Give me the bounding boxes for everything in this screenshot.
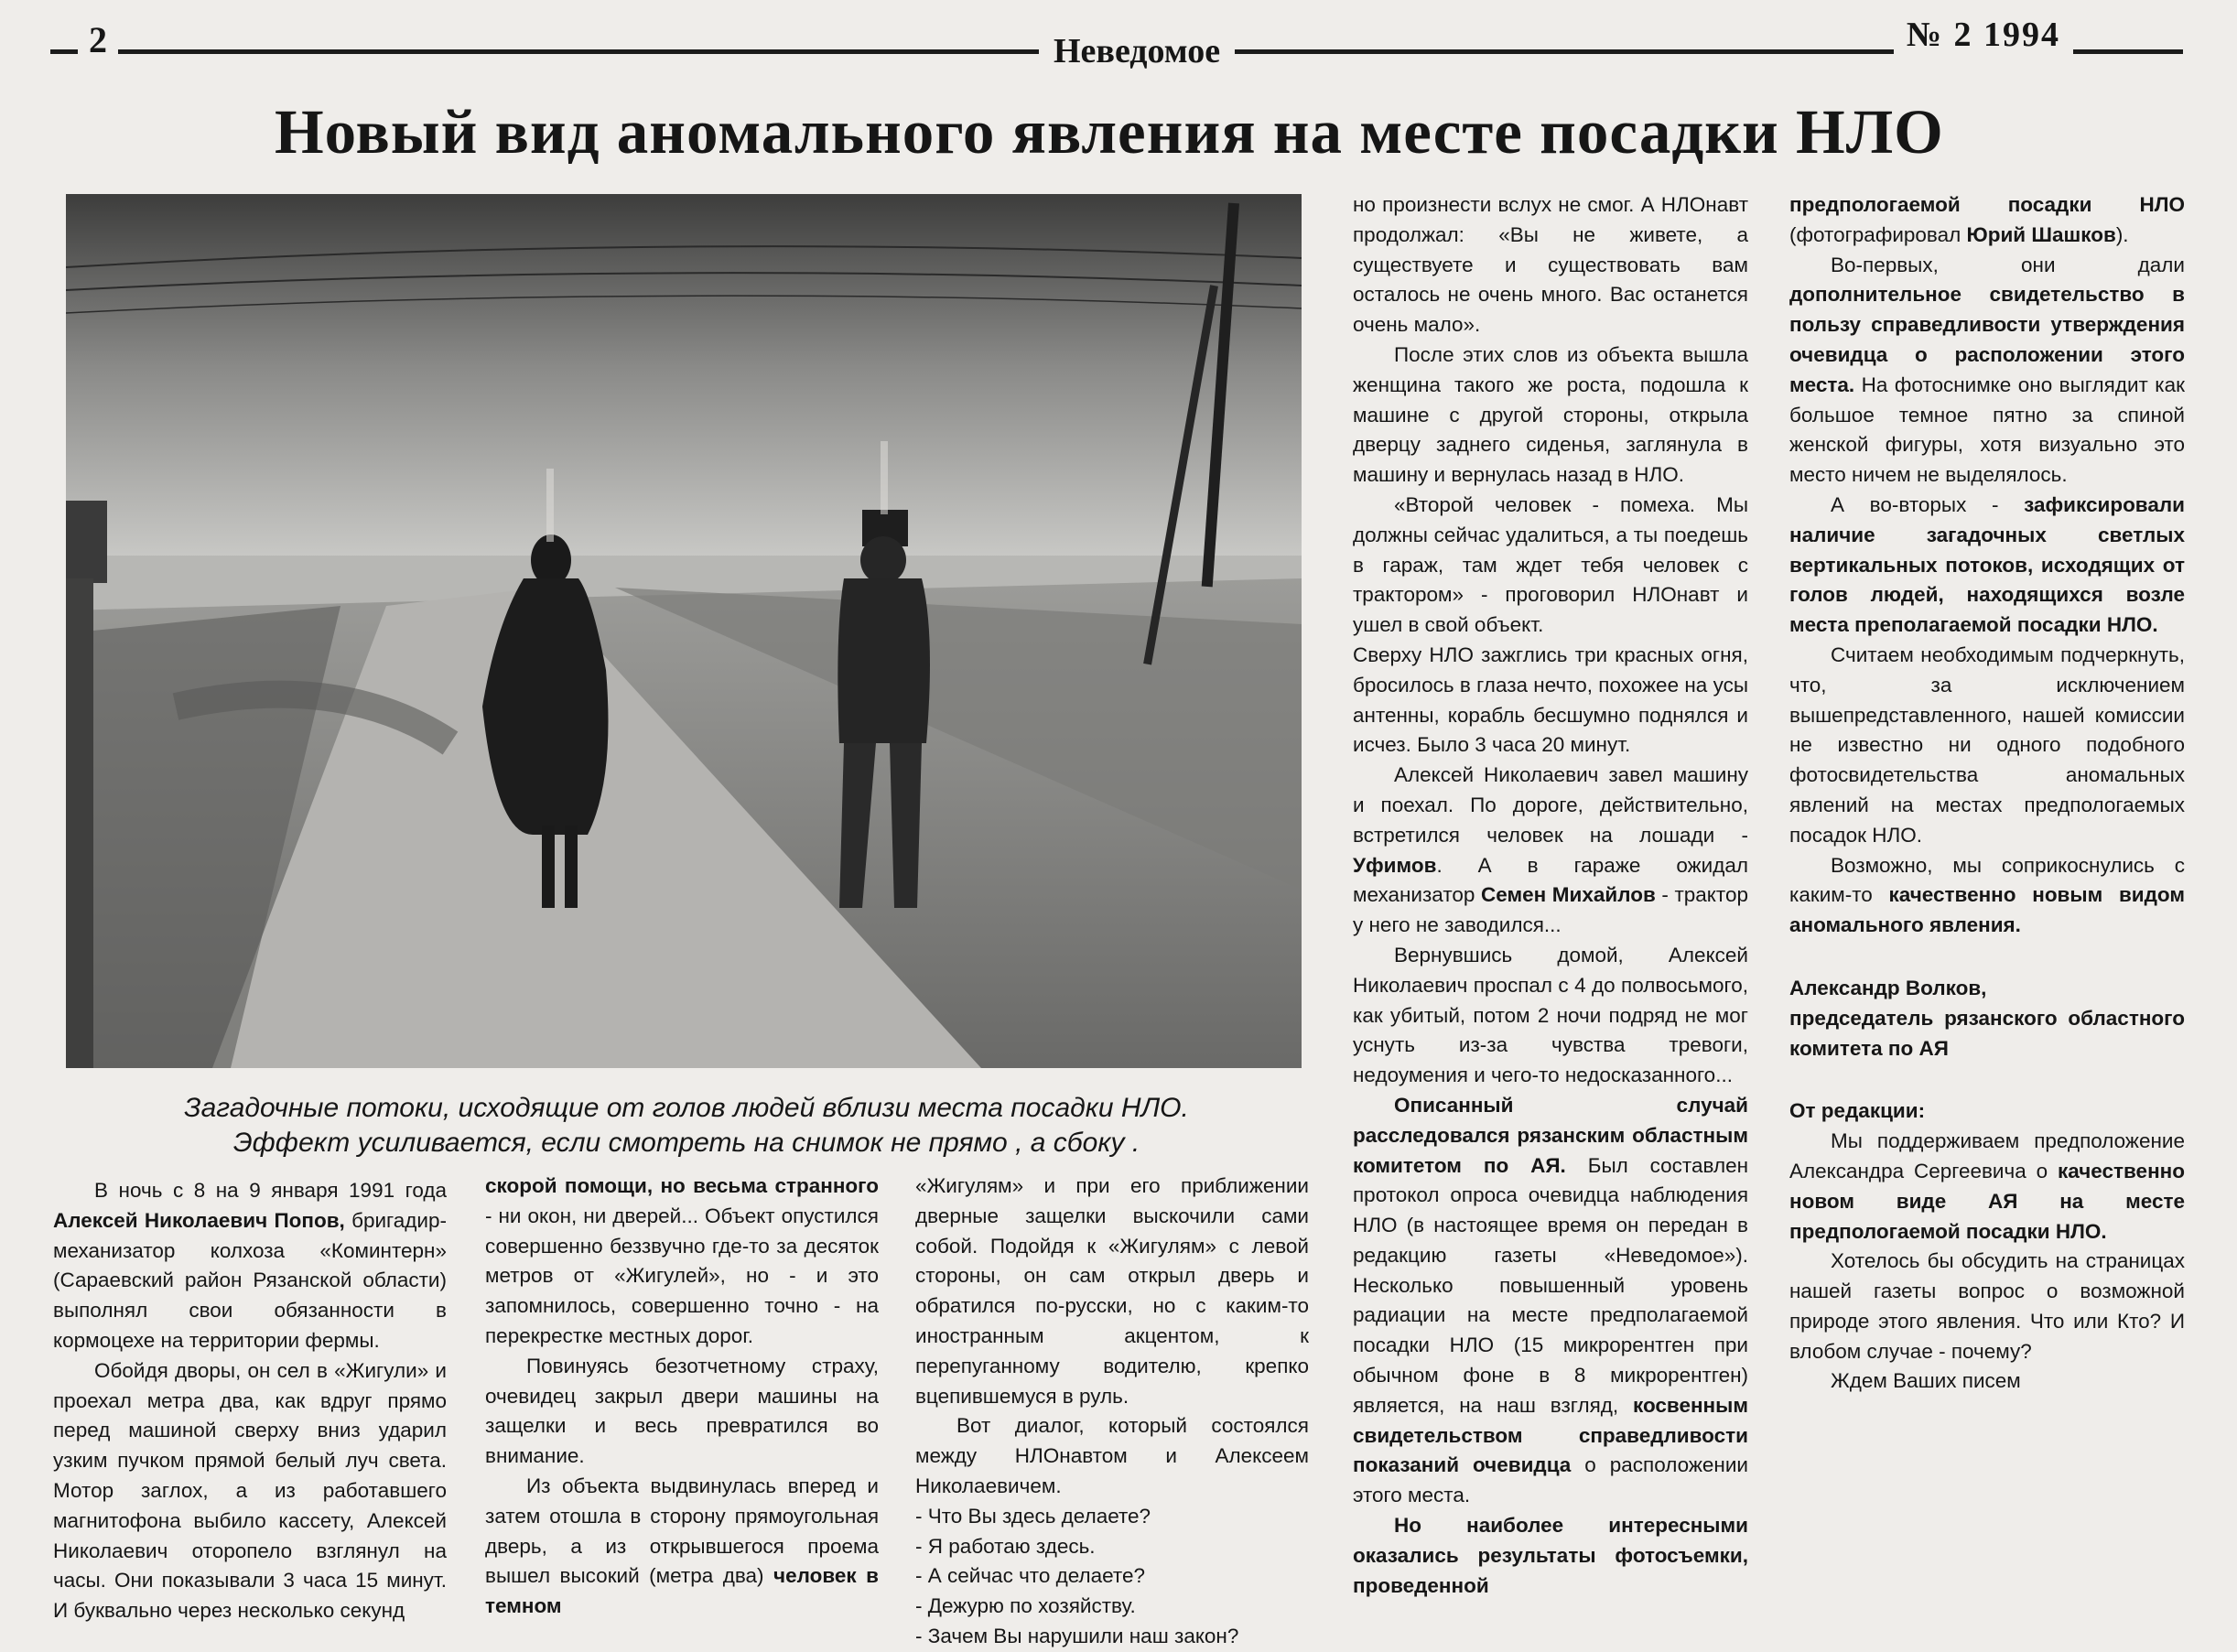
paragraph: [1353, 1511, 1748, 1601]
dialog-line: - А сейчас что делаете?: [915, 1564, 1145, 1588]
paragraph: [1789, 851, 2185, 941]
text-run: о расположении этого места.: [1353, 1453, 1748, 1507]
dialog-line: - Что Вы здесь делаете?: [915, 1504, 1151, 1528]
text-run: Из объекта выдвинулась вперед и затем отошла в сторону прямоугольная дверь, а из открывшегося проема вышел высокий (метра два): [485, 1474, 879, 1588]
paragraph: [1789, 1127, 2185, 1247]
column-2: [485, 1172, 879, 1622]
editorial-heading: [1789, 1096, 2185, 1127]
text-run: - трактор у него не заводился...: [1353, 883, 1748, 937]
paragraph: «Второй человек - помеха. Мы должны сейчас удалиться, а ты поедешь в гараж, там ждет тебя человек с трактором» - проговорил НЛОнавт и ушел в свой объект.: [1353, 492, 1748, 637]
text-run: Был составлен протокол опроса очевидца наблюдения НЛО (в настоящее время он передан в редакцию газеты «Неведомое»). Несколько повышенный уровень радиации на месте предполагаемой посадки НЛО (15 микрорентген при обычном фоне в 8 микрорентген) является, на наш взгляд,: [1353, 1153, 1749, 1417]
paragraph: но произнести вслух не смог. А НЛОнавт продолжал: «Вы не живете, а существуете и существовать вам осталось не очень много. Вас останется очень мало».: [1353, 193, 1748, 337]
paragraph: Повинуясь безотчетному страху, очевидец закрыл двери машины на защелки и весь превратился во внимание.: [485, 1354, 879, 1468]
paragraph: Ждем Ваших писем: [1831, 1369, 2021, 1393]
dialog-line: - Я работаю здесь.: [915, 1534, 1096, 1558]
emphasis: Но наиболее интересными оказались результаты фотосъемки, проведенной: [1353, 1514, 1748, 1597]
paragraph: [1789, 491, 2185, 641]
spacer: [1789, 1064, 2185, 1096]
emphasis: качественно новом виде АЯ на месте предпологаемой посадки НЛО.: [1789, 1159, 2185, 1243]
paragraph: [1353, 761, 1748, 941]
column-4: [1353, 190, 1748, 1601]
paragraph: «Жигулям» и при его приближении дверные защелки выскочили сами собой. Подойдя к «Жигулям» с левой стороны, он сам открыл дверь и обратился по-русски, но с каким-то иностранным акцентом, к перепуганному водителю, крепко вцепившемуся в руль.: [915, 1174, 1309, 1408]
text-run: А во-вторых -: [1831, 492, 2025, 516]
text-run: . А в гараже ожидал механизатор: [1353, 853, 1748, 907]
photo-illustration: [66, 194, 1302, 1068]
caption-line-2: Эффект усиливается, если смотреть на снимок не прямо , а сбоку .: [232, 1128, 1140, 1158]
text-run: бригадир-механизатор колхоза «Коминтерн» (Сараевский район Рязанской области) выполнял свои обязанности в кормоцехе на территории фермы.: [53, 1208, 447, 1352]
column-3: [915, 1172, 1309, 1652]
text-run: На фотоснимке оно выглядит как большое темное пятно за спиной женской фигуры, хотя визуально это место ничем не выделялось.: [1789, 373, 2185, 487]
article-photo: [66, 194, 1302, 1068]
text-run: В ночь с 8 на 9 января 1991 года: [94, 1179, 447, 1202]
author-name: Александр Волков,: [1789, 976, 1987, 999]
person-name: Уфимов: [1353, 853, 1437, 877]
paragraph: [485, 1472, 879, 1622]
text-run: (фотографировал: [1789, 222, 1967, 246]
paragraph: После этих слов из объекта вышла женщина такого же роста, подошла к машине с другой стороны, открыла дверцу заднего сиденья, заглянула в машину и вернулась назад в НЛО.: [1353, 342, 1748, 487]
article-headline: Новый вид аномального явления на месте посадки НЛО: [275, 97, 1944, 167]
emphasis: зафиксировали наличие загадочных светлых вертикальных потоков, исходящих от голов людей, находящихся возле места преполагаемой посадки НЛО.: [1789, 492, 2185, 637]
dialog-line: - Дежурю по хозяйству.: [915, 1594, 1136, 1618]
emphasis: человек в темном: [485, 1564, 879, 1618]
text-run: ).: [2115, 222, 2129, 246]
dialog-line: - Зачем Вы нарушили наш закон?: [915, 1624, 1239, 1647]
signature-title: [1789, 1004, 2185, 1064]
emphasis: дополнительное свидетельство в пользу справедливости утверждения очевидца о расположении этого места.: [1789, 283, 2185, 396]
emphasis: косвенным свидетельством справедливости показаний очевидца: [1353, 1393, 1748, 1477]
text-run: Мы поддерживаем предположение Александра Сергеевича о: [1789, 1129, 2185, 1182]
text-run: Возможно, мы соприкоснулись с каким-то: [1789, 853, 2185, 907]
paragraph: [1353, 1091, 1748, 1511]
emphasis: качественно новым видом аномального явления.: [1789, 883, 2185, 937]
page-header: [50, 11, 2183, 70]
paragraph: Сверху НЛО зажглись три красных огня, бросилось в глаза нечто, похожее на усы антенны, корабль бесшумно поднялся и исчез. Было 3 часа 20 минут.: [1353, 642, 1748, 757]
paragraph: Вернувшись домой, Алексей Николаевич проспал с 4 до полвосьмого, как убитый, потом 2 ночи подряд не мог уснуть из-за чувства тревоги, недоумения и чего-то недосказанного...: [1353, 943, 1748, 1087]
paragraph: Вот диалог, который состоялся между НЛОнавтом и Алексеем Николаевичем.: [915, 1414, 1309, 1497]
paragraph: Обойдя дворы, он сел в «Жигули» и проехал метра два, как вдруг прямо перед машиной сверху вниз ударил узким пучком прямой белый луч света. Мотор заглох, а из работавшего магнитофона выбило кассету, Алексей Николаевич оторопело взглянул на часы. Они показывали 3 часа 15 минут. И буквально через несколько секунд: [53, 1358, 447, 1623]
page-number: 2: [78, 18, 118, 61]
paragraph: [53, 1176, 447, 1356]
text-run: - ни окон, ни дверей... Объект опустился совершенно беззвучно где-то за десяток метров от «Жигулей», но - и это запомнилось, совершенно точно - на перекрестке местных дорог.: [485, 1204, 879, 1347]
caption-line-1: Загадочные потоки, исходящие от голов людей вблизи места посадки НЛО.: [184, 1093, 1189, 1123]
person-name: Семен Михайлов: [1481, 883, 1656, 907]
heading: От редакции:: [1789, 1099, 1926, 1123]
paragraph: [1789, 190, 2185, 251]
issue-number: № 2 1994: [1894, 15, 2073, 55]
text-run: Во-первых, они дали: [1831, 253, 2185, 276]
person-name: Алексей Николаевич Попов,: [53, 1208, 345, 1232]
signature-name: [1789, 974, 2185, 1004]
paragraph: [485, 1172, 879, 1352]
paragraph: [1789, 251, 2185, 491]
masthead: Неведомое: [1039, 31, 1235, 71]
emphasis: предпологаемой посадки НЛО: [1789, 193, 2185, 216]
column-1: [53, 1176, 447, 1626]
paragraph: Считаем необходимым подчеркнуть, что, за исключением вышепредставленного, нашей комиссии не известно ни одного подобного фотосвидетельства аномальных явлений на местах предпологаемых посадок НЛО.: [1789, 642, 2185, 847]
text-run: Алексей Николаевич завел машину и поехал. По дороге, действительно, встретился человек на лошади -: [1353, 763, 1748, 847]
emphasis: скорой помощи, но весьма странного: [485, 1174, 879, 1197]
emphasis: Описанный случай расследовался рязанским областным комитетом по АЯ.: [1353, 1093, 1748, 1177]
paragraph: Хотелось бы обсудить на страницах нашей газеты вопрос о возможной природе этого явления. Что или Кто? И влобом случае - почему?: [1789, 1249, 2185, 1363]
photo-caption: [92, 1091, 1281, 1161]
column-5: [1789, 190, 2185, 1397]
spacer: [1789, 941, 2185, 974]
person-name: Юрий Шашков: [1966, 222, 2116, 246]
author-title: председатель рязанского областного комитета по АЯ: [1789, 1006, 2185, 1060]
